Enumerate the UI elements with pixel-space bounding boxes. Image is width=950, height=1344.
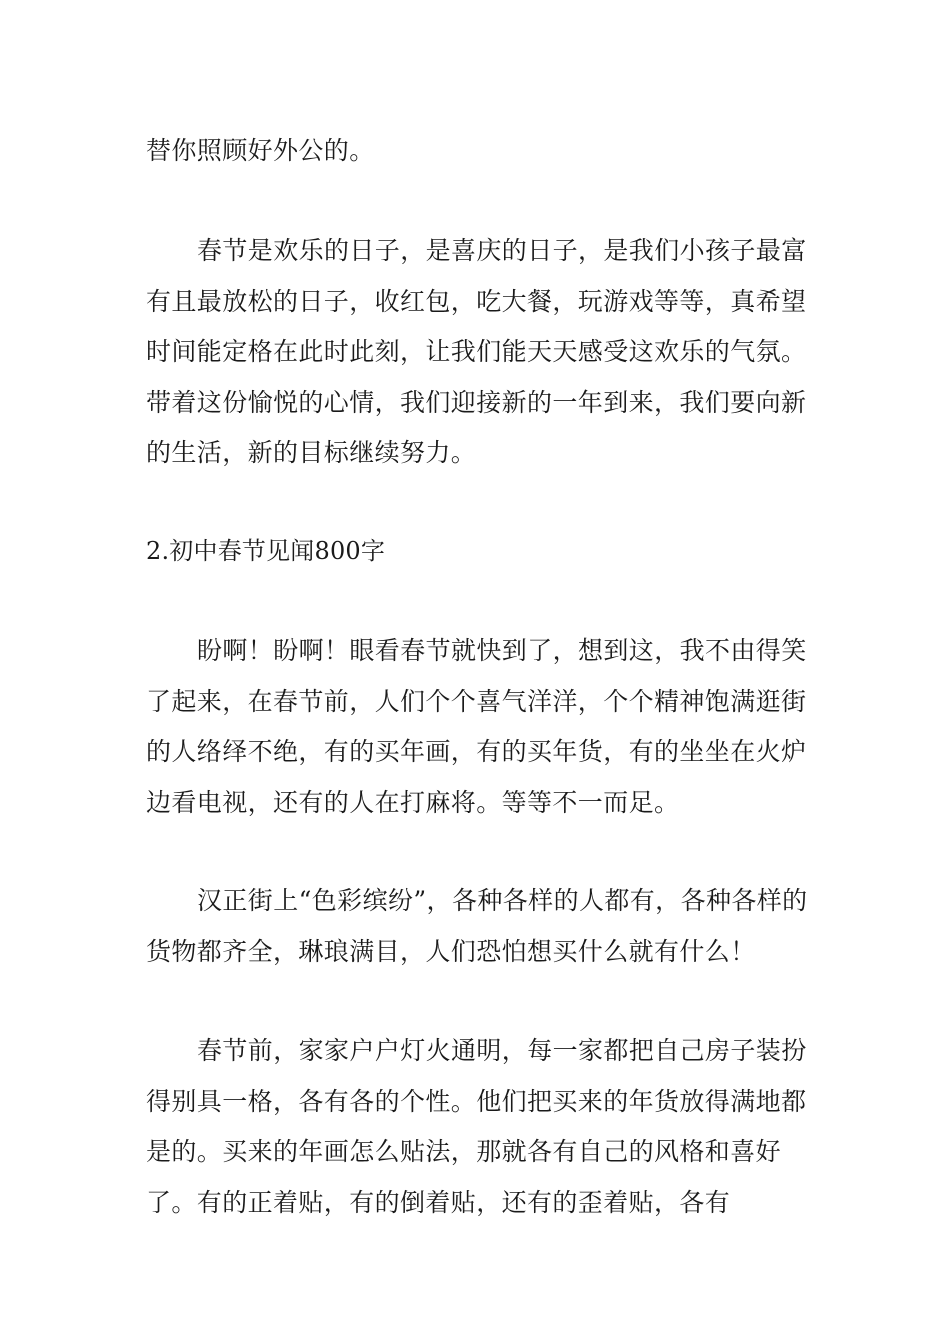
paragraph-waiting-festival: 盼啊！盼啊！眼看春节就快到了，想到这，我不由得笑了起来，在春节前，人们个个喜气洋洋，个个精神饱满逛街的人络绎不绝，有的买年画，有的买年货，有的坐坐在火炉边看电视，还有的人在打麻将。等等不一而足。 [146,636,807,817]
paragraph-continuation: 替你照顾好外公的。 [146,136,375,165]
paragraph-house-decorating: 春节前，家家户户灯火通明，每一家都把自己房子装扮得别具一格，各有各的个性。他们把买来的年货放得满地都是的。买来的年画怎么贴法，那就各有自己的风格和喜好了。有的正着贴，有的倒着贴，还有的歪着贴，各有 [146,1036,807,1217]
section-heading: 2.初中春节见闻800字 [146,537,386,565]
paragraph-spring-festival-joy: 春节是欢乐的日子，是喜庆的日子，是我们小孩子最富有且最放松的日子，收红包，吃大餐，玩游戏等等，真希望时间能定格在此时此刻，让我们能天天感受这欢乐的气氛。带着这份愉悦的心情，我们迎接新的一年到来，我们要向新的生活，新的目标继续努力。 [146,236,807,467]
paragraph-hanzheng-street: 汉正街上“色彩缤纷”，各种各样的人都有，各种各样的货物都齐全，琳琅满目，人们恐怕想买什么就有什么！ [146,886,808,966]
